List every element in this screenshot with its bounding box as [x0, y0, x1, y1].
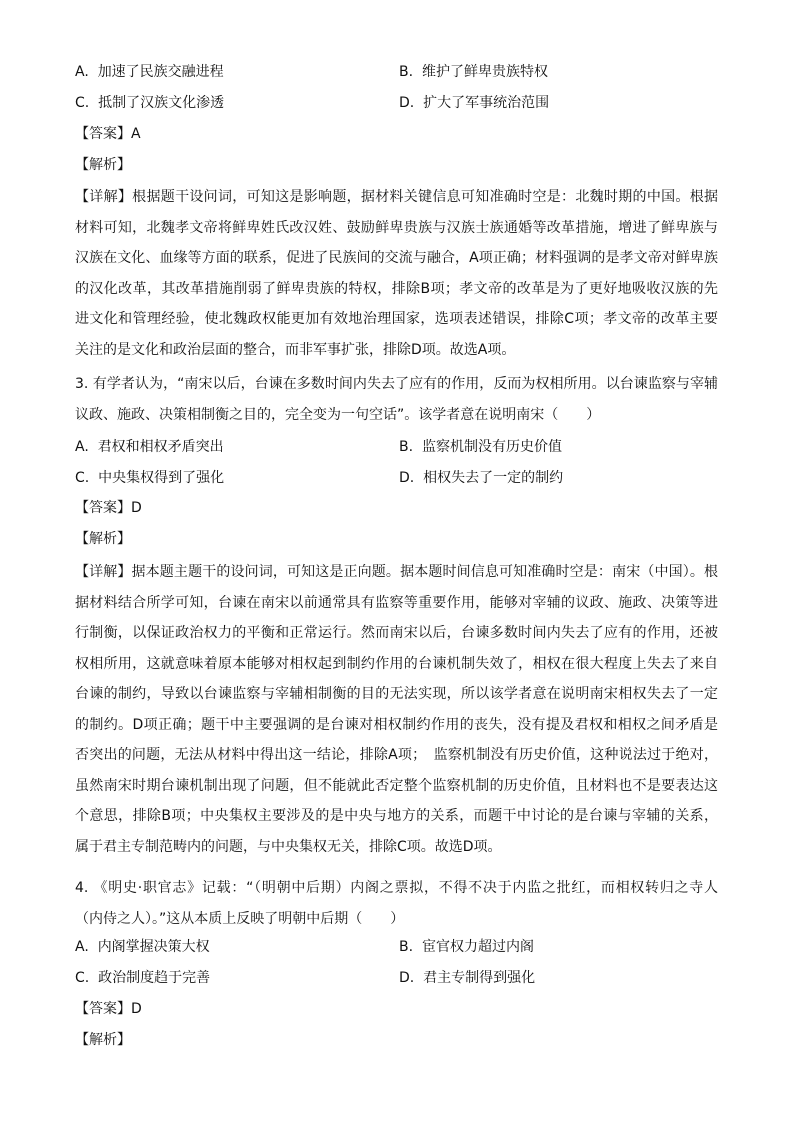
q4-analysis-tag: 【解析】: [75, 1032, 131, 1048]
q2-option-c: [75, 94, 224, 112]
option-label: A.: [75, 939, 89, 955]
q2-option-a: [75, 63, 224, 81]
option-text: 监察机制没有历史价值: [421, 439, 562, 455]
q3-detail: [75, 557, 718, 862]
option-label: D.: [399, 970, 415, 986]
option-text: 扩大了军事统治范围: [423, 95, 550, 111]
q4-option-b: [399, 938, 534, 956]
option-label: B.: [399, 439, 414, 455]
detail-line: 行制衡，以保证政治权力的平衡和正常运行。然而南宋以后，台谏多数时间内失去了应有的作用，还被: [75, 625, 718, 641]
option-label: A.: [75, 439, 89, 455]
stem-line: （内侍之人）。”这从本质上反映了明朝中后期（ ）: [75, 910, 405, 927]
detail-line: 材料可知，北魏孝文帝将鲜卑姓氏改汉姓、鼓励鲜卑贵族与汉族士族通婚等改革措施，增进了鲜卑族与: [75, 219, 718, 236]
q3-analysis-tag: 【解析】: [75, 531, 131, 547]
detail-line: 【详解】根据题干设问词，可知这是影响题，据材料关键信息可知准确时空是：北魏时期的中国。根据: [75, 189, 718, 205]
detail-line: 虽然南宋时期台谏机制出现了问题，但不能就此否定整个监察机制的历史价值，且材料也不是要表达这: [75, 777, 718, 794]
q2-answer: 【答案】A: [75, 126, 141, 142]
detail-line: 的汉化改革，其改革措施削弱了鲜卑贵族的特权，排除B项；孝文帝的改革是为了更好地吸收汉族的先: [75, 280, 718, 297]
option-text: 内阁掌握决策大权: [97, 939, 210, 955]
detail-line: 的制约。D项正确；题干中主要强调的是台谏对相权制约作用的丧失，没有提及君权和相权之间矛盾是: [75, 716, 718, 733]
detail-line: 权相所用，这就意味着原本能够对相权起到制约作用的台谏机制失效了，相权在很大程度上失去了来自: [75, 655, 718, 672]
option-label: A.: [75, 64, 89, 80]
option-label: C.: [75, 970, 90, 986]
stem-line: 议政、施政、决策相制衡之目的，完全变为一句空话”。该学者意在说明南宋（ ）: [75, 406, 601, 423]
q2-option-d: [399, 94, 549, 112]
detail-line: 据材料结合所学可知，台谏在南宋以前通常具有监察等重要作用，能够对宰辅的议政、施政、决策等进: [75, 594, 718, 611]
option-text: 加速了民族交融进程: [97, 64, 224, 80]
q2-analysis-tag: 【解析】: [75, 157, 131, 173]
option-text: 相权失去了一定的制约: [423, 470, 564, 486]
option-text: 君主专制得到强化: [423, 970, 536, 986]
detail-line: 进文化和管理经验，使北魏政权能更加有效地治理国家，选项表述错误，排除C项；孝文帝的改革主要: [75, 311, 718, 327]
detail-line: 汉族在文化、血缘等方面的联系，促进了民族间的交流与融合，A项正确；材料强调的是孝文帝对鲜卑族: [75, 250, 718, 266]
detail-line: 【详解】据本题主题干的设问词，可知这是正向题。据本题时间信息可知准确时空是：南宋（中国）。根: [75, 564, 718, 580]
q4-answer: 【答案】D: [75, 1001, 142, 1017]
q4-stem: [75, 873, 718, 934]
option-label: D.: [399, 470, 415, 486]
q3-stem: [75, 369, 718, 430]
option-label: B.: [399, 64, 414, 80]
stem-line: 4. 《明史·职官志》记载：“（明朝中后期）内阁之票拟，不得不决于内监之批红，而相权转归之寺人: [75, 880, 718, 896]
q4-option-d: [399, 969, 535, 987]
option-label: C.: [75, 95, 90, 111]
option-label: C.: [75, 470, 90, 486]
option-text: 中央集权得到了强化: [98, 470, 225, 486]
detail-line: 属于君主专制范畴内的问题，与中央集权无关，排除C项。故选D项。: [75, 838, 502, 855]
q3-option-c: [75, 469, 224, 487]
q3-answer: 【答案】D: [75, 500, 142, 516]
q2-detail: [75, 182, 718, 365]
option-label: B.: [399, 939, 414, 955]
option-text: 政治制度趋于完善: [98, 970, 211, 986]
detail-line: 个意思，排除B项；中央集权主要涉及的是中央与地方的关系，而题干中讨论的是台谏与宰辅的关系，: [75, 808, 718, 824]
stem-line: 3. 有学者认为，“南宋以后，台谏在多数时间内失去了应有的作用，反而为权相所用。以台谏监察与宰辅: [75, 376, 718, 392]
detail-line: 关注的是文化和政治层面的整合，而非军事扩张，排除D项。故选A项。: [75, 341, 516, 358]
q2-option-b: [399, 63, 548, 81]
detail-line: 否突出的问题，无法从材料中得出这一结论，排除A项； 监察机制没有历史价值，这种说法过于绝对，: [75, 747, 718, 763]
q3-option-b: [399, 438, 562, 456]
q3-option-d: [399, 469, 563, 487]
q4-option-c: [75, 969, 210, 987]
option-text: 维护了鲜卑贵族特权: [421, 64, 548, 80]
detail-line: 台谏的制约，导致以台谏监察与宰辅相制衡的目的无法实现，所以该学者意在说明南宋相权失去了一定: [75, 686, 718, 702]
option-text: 君权和相权矛盾突出: [97, 439, 224, 455]
option-text: 抵制了汉族文化渗透: [98, 95, 225, 111]
q3-option-a: [75, 438, 224, 456]
option-text: 宦官权力超过内阁: [421, 939, 534, 955]
q4-option-a: [75, 938, 210, 956]
option-label: D.: [399, 95, 415, 111]
